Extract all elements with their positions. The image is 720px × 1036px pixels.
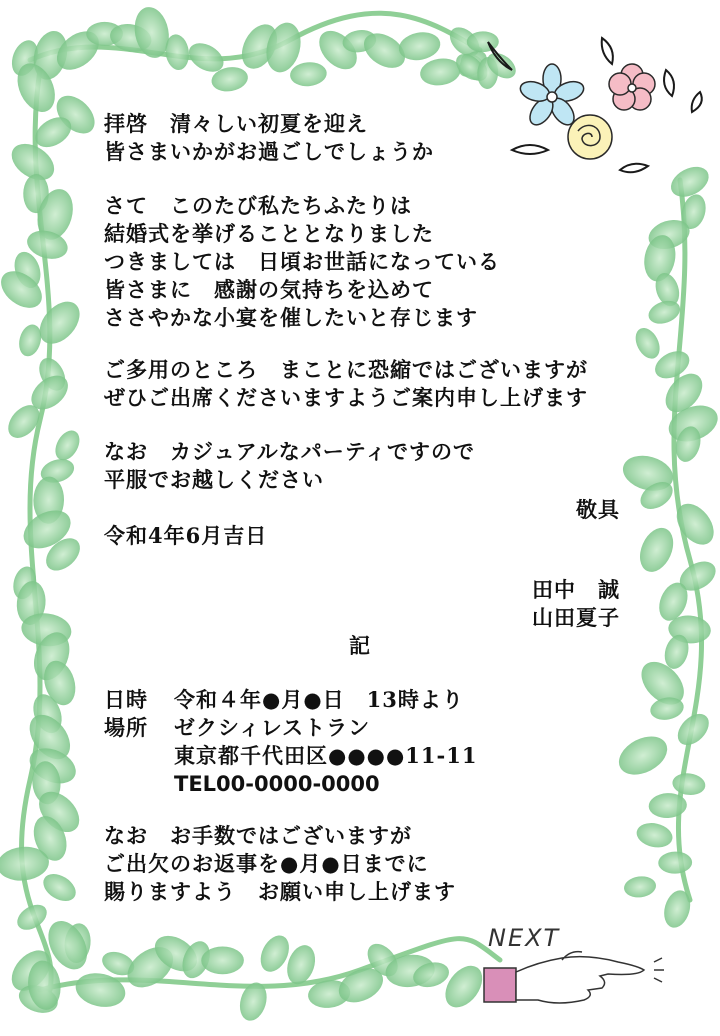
next-label: NEXT: [488, 924, 561, 952]
body-line-2: 結婚式を挙げることとなりました: [104, 221, 434, 246]
greeting-line-2: 皆さまいかがお過ごしでしょうか: [104, 139, 434, 164]
venue-phone: TEL00-0000-0000: [174, 772, 380, 796]
body-line-4: 皆さまに 感謝の気持ちを込めて: [104, 277, 434, 302]
rsvp-line-3: 賜りますよう お願い申し上げます: [104, 879, 456, 904]
venue-address: 東京都千代田区●●●●11-11: [174, 743, 478, 768]
rsvp-line-1: なお お手数ではございますが: [104, 823, 412, 848]
letter-date: 令和4年6月吉日: [104, 523, 268, 548]
body-line-1: さて このたび私たちふたりは: [104, 193, 412, 218]
greeting-line-1: 拝啓 清々しい初夏を迎え: [104, 111, 368, 136]
pointing-hand-icon: [478, 922, 668, 1022]
body-line-3: つきましては 日頃お世話になっている: [104, 249, 500, 274]
dress-code-line-1: なお カジュアルなパーティですので: [104, 439, 476, 464]
sender-2: 山田夏子: [532, 605, 620, 630]
closing: 敬具: [576, 497, 620, 522]
request-line-1: ご多用のところ まことに恐縮ではございますが: [104, 357, 588, 382]
body-line-5: ささやかな小宴を催したいと存じます: [104, 305, 478, 330]
venue-name: ゼクシィレストラン: [174, 715, 371, 740]
datetime-value: 令和４年●月●日 13時より: [174, 687, 464, 712]
place-label: 場所: [104, 715, 148, 740]
details-heading: 記: [349, 633, 371, 658]
dress-code-line-2: 平服でお越しください: [104, 467, 324, 492]
rsvp-line-2: ご出欠のお返事を●月●日までに: [104, 851, 429, 876]
sender-1: 田中 誠: [532, 577, 620, 602]
request-line-2: ぜひご出席くださいますようご案内申し上げます: [104, 385, 588, 410]
datetime-label: 日時: [104, 687, 148, 712]
next-button[interactable]: [478, 922, 668, 1022]
flower-bouquet-icon: [488, 38, 702, 172]
